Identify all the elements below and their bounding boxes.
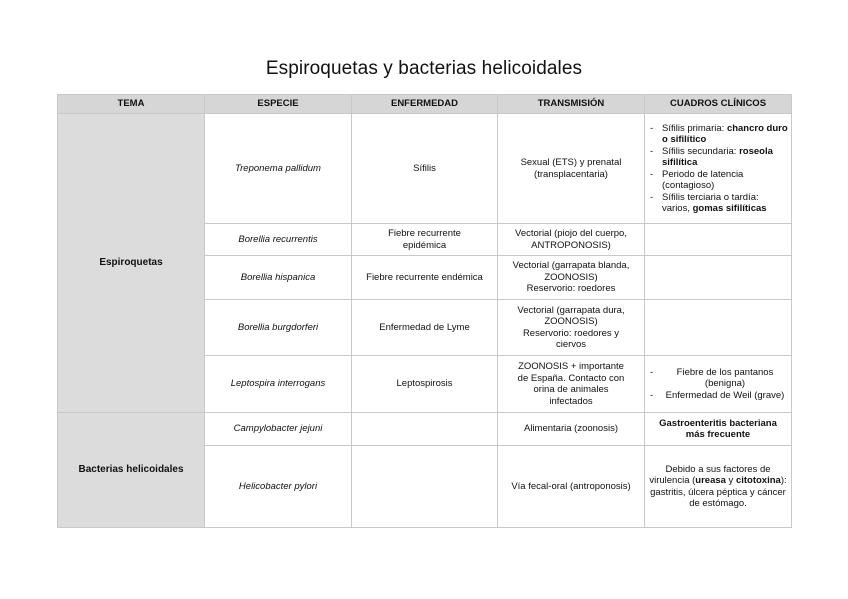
transmision-cell: Vectorial (piojo del cuerpo, ANTROPONOSIS) [498, 224, 645, 256]
enfermedad-cell: Fiebre recurrente endémica [352, 256, 498, 300]
enfermedad-cell-empty [352, 413, 498, 446]
tema-espiroquetas: Espiroquetas [58, 114, 205, 413]
header-cuadros: CUADROS CLÍNICOS [645, 95, 792, 114]
list-item: - Enfermedad de Weil (grave) [648, 390, 788, 402]
transmision-cell: Sexual (ETS) y prenatal (transplacentaria) [498, 114, 645, 224]
header-tema: TEMA [58, 95, 205, 114]
list-item: - Sífilis secundaria: roseola sifilítica [648, 146, 788, 169]
especie-cell: Borellia hispanica [205, 256, 352, 300]
cuadros-cell-empty [645, 300, 792, 356]
transmision-cell: Vectorial (garrapata dura, ZOONOSIS) Reservorio: roedores y ciervos [498, 300, 645, 356]
table-row [58, 413, 792, 446]
page-title: Espiroquetas y bacterias helicoidales [265, 58, 583, 79]
transmision-cell: ZOONOSIS + importante de España. Contacto con orina de animales infectados [498, 356, 645, 413]
cuadros-cell: Gastroenteritis bacteriana más frecuente [645, 413, 792, 446]
transmision-cell: Alimentaria (zoonosis) [498, 413, 645, 446]
list-item: - Sífilis primaria: chancro duro o sifilítico [648, 123, 788, 146]
especie-cell: Leptospira interrogans [205, 356, 352, 413]
list-item: - Sífilis terciaria o tardía: varios, gomas sifilíticas [648, 192, 788, 215]
transmision-cell: Vía fecal-oral (antroponosis) [498, 446, 645, 528]
especie-cell: Treponema pallidum [205, 114, 352, 224]
table-row [58, 114, 792, 224]
header-transmision: TRANSMISIÓN [498, 95, 645, 114]
cuadros-cell-empty [645, 224, 792, 256]
table-header-row [58, 95, 792, 114]
especie-cell: Helicobacter pylori [205, 446, 352, 528]
enfermedad-cell: Enfermedad de Lyme [352, 300, 498, 356]
transmision-cell: Vectorial (garrapata blanda, ZOONOSIS) Reservorio: roedores [498, 256, 645, 300]
cuadros-list [648, 367, 788, 402]
list-item: - Periodo de latencia (contagioso) [648, 169, 788, 192]
enfermedad-cell: Sífilis [352, 114, 498, 224]
cuadros-list [648, 123, 788, 215]
enfermedad-cell-empty [352, 446, 498, 528]
especie-cell: Borellia burgdorferi [205, 300, 352, 356]
especie-cell: Borellia recurrentis [205, 224, 352, 256]
cuadros-cell [645, 114, 792, 224]
cuadros-cell-empty [645, 256, 792, 300]
enfermedad-cell: Fiebre recurrente epidémica [352, 224, 498, 256]
enfermedad-cell: Leptospirosis [352, 356, 498, 413]
clinical-table [57, 94, 792, 528]
cuadros-cell [645, 356, 792, 413]
tema-helicoidales: Bacterias helicoidales [58, 413, 205, 528]
cuadros-cell: Debido a sus factores de virulencia (ureasa y citotoxina): gastritis, úlcera péptica y cáncer de estómago. [645, 446, 792, 528]
header-enfermedad: ENFERMEDAD [352, 95, 498, 114]
especie-cell: Campylobacter jejuni [205, 413, 352, 446]
list-item: - Fiebre de los pantanos (benigna) [648, 367, 788, 390]
header-especie: ESPECIE [205, 95, 352, 114]
